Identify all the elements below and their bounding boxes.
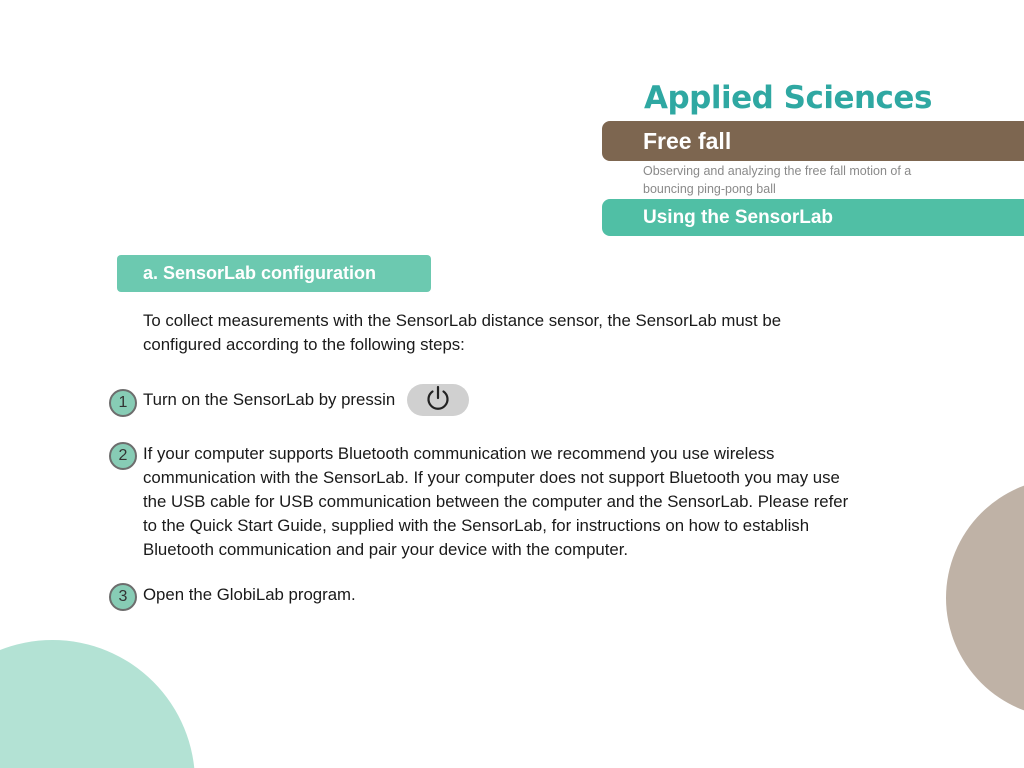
- power-button-image: [407, 384, 469, 416]
- section-band: [602, 199, 1024, 236]
- topic-subtitle: Observing and analyzing the free fall motion of a bouncing ping-pong ball: [643, 164, 912, 196]
- power-icon: [423, 383, 453, 418]
- decorative-circle-right: [946, 478, 1024, 718]
- step-1-text: Turn on the SensorLab by pressin: [143, 390, 396, 409]
- section-heading: [117, 255, 431, 292]
- step-3-text: Open the GlobiLab program.: [143, 585, 356, 604]
- step-number-3: 3: [109, 583, 137, 611]
- intro-paragraph: To collect measurements with the SensorLab distance sensor, the SensorLab must be configured according to the following steps:: [143, 311, 782, 354]
- step-number-1: 1: [109, 389, 137, 417]
- topic-band: [602, 121, 1024, 161]
- decorative-circle-left: [0, 640, 195, 768]
- brand-title: Applied Sciences: [644, 80, 932, 116]
- topic-title: Free fall: [643, 128, 732, 154]
- section-band-title: Using the SensorLab: [643, 207, 834, 228]
- step-number-2: 2: [109, 442, 137, 470]
- section-heading-label: a. SensorLab configuration: [143, 263, 377, 283]
- step-2-text: If your computer supports Bluetooth communication we recommend you use wireless communication with the SensorLab. If your computer does not support Bluetooth you may use the USB cable for USB communication between the computer and the SensorLab. Please refer to the Quick Start Guide, supplied with the SensorLab, for instructions on how to establish Bluetooth communication and pair your device with the computer.: [143, 444, 849, 559]
